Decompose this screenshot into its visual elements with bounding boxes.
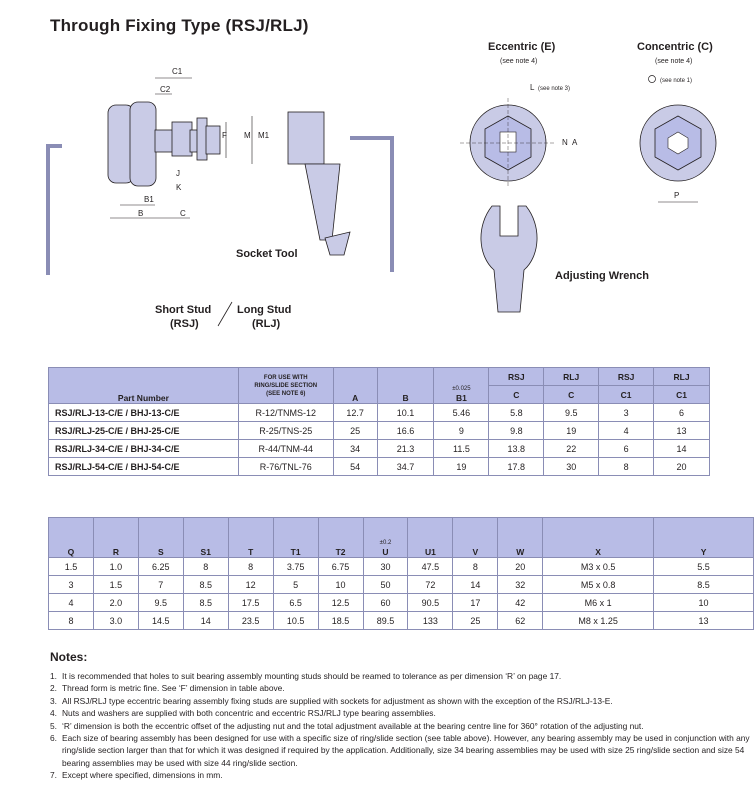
note-text: All RSJ/RLJ type eccentric bearing assembly fixing studs are supplied with sockets for adjustment as shown with the exception of the RSJ/RLJ-13-E. [62,695,613,706]
cell-c1-rsj: 3 [599,404,654,422]
dim-a: A [572,138,578,147]
cell-ring: R-12/TNMS-12 [238,404,333,422]
header-rlj-c: RLJ [544,368,599,386]
cell-b: 21.3 [377,440,434,458]
header-for-use: FOR USE WITH RING/SLIDE SECTION (SEE NOTE 6) [238,368,333,404]
note-item [50,769,750,781]
cell-u: 30 [363,558,408,576]
cell-u: 89.5 [363,612,408,630]
cell-u1: 133 [408,612,453,630]
dim-b: B [138,209,144,218]
technical-drawing [0,30,756,350]
cell-b: 10.1 [377,404,434,422]
cell-c1-rsj: 4 [599,422,654,440]
cell-s: 7 [138,576,183,594]
cell-s1: 14 [183,612,228,630]
note-text: Each size of bearing assembly has been designed for use with a specific size of ring/slide section (see table above). However, any bearing assembly may be used in conjunction with any ring/slide section larger than that for which it was designed if required by the application. Additionally, size 34 bearing assemblies may be used with size 25 ring/slide section and size 54 bearing assemblies may be used with size 44 ring/slide section. [62,733,750,768]
dim-c: C [180,209,186,218]
header-a: A [333,368,377,404]
hex-key-left-icon [48,146,62,275]
cell-u: 60 [363,594,408,612]
cell-c1-rlj: 20 [654,458,710,476]
cell-u1: 47.5 [408,558,453,576]
note-text: Thread form is metric fine. See ‘F’ dimension in table above. [62,683,285,694]
cell-ring: R-25/TNS-25 [238,422,333,440]
header-c-rsj: C [489,386,544,404]
cell-t1: 10.5 [273,612,318,630]
note-number: 7. [50,770,57,781]
dim-m1: M1 [258,131,270,140]
cell-x: M6 x 1 [543,594,654,612]
header-t: T [228,518,273,558]
cell-w: 20 [498,558,543,576]
socket-tool-icon [288,112,350,255]
cell-t1: 5 [273,576,318,594]
cell-t1: 6.5 [273,594,318,612]
hex-key-right-icon [350,138,392,272]
dim-b1: B1 [144,195,154,204]
divider-slash [218,302,232,326]
cell-q: 1.5 [49,558,94,576]
cell-c1-rlj: 13 [654,422,710,440]
note-text: ‘R’ dimension is both the eccentric offset of the adjusting nut and the total adjustment available at the bearing centre line for 360° rotation of the adjusting nut. [62,720,644,731]
cell-b: 16.6 [377,422,434,440]
cell-a: 54 [333,458,377,476]
cell-c-rsj: 9.8 [489,422,544,440]
cell-y: 10 [654,594,754,612]
eccentric-nut-icon [460,98,556,188]
header-y: Y [654,518,754,558]
cell-t2: 6.75 [318,558,363,576]
header-t2: T2 [318,518,363,558]
cell-ring: R-76/TNL-76 [238,458,333,476]
header-rsj-c1: RSJ [599,368,654,386]
table-row [49,594,754,612]
long-stud-label: Long Stud [237,304,292,316]
table-row [49,440,710,458]
header-b: B [377,368,434,404]
table-row [49,558,754,576]
socket-tool-label: Socket Tool [236,248,298,260]
concentric-nut-icon [640,105,716,181]
cell-b1: 5.46 [434,404,489,422]
table-row [49,422,710,440]
header-c1-rlj: C1 [654,386,710,404]
note-number: 2. [50,683,57,694]
cell-t1: 3.75 [273,558,318,576]
header-part-number: Part Number [49,368,239,404]
cell-a: 12.7 [333,404,377,422]
dim-c2: C2 [160,85,171,94]
bearing-assembly-icon [108,102,220,186]
cell-c-rsj: 13.8 [489,440,544,458]
cell-y: 5.5 [654,558,754,576]
cell-v: 25 [453,612,498,630]
cell-v: 14 [453,576,498,594]
cell-y: 8.5 [654,576,754,594]
table-row [49,612,754,630]
cell-u: 50 [363,576,408,594]
cell-t: 8 [228,558,273,576]
notes-list [50,670,750,782]
o-note: (see note 1) [660,78,693,84]
cell-b: 34.7 [377,458,434,476]
cell-b1: 9 [434,422,489,440]
dim-c1: C1 [172,67,183,76]
cell-u1: 90.5 [408,594,453,612]
note-item [50,707,750,719]
adjusting-wrench-icon [481,206,537,312]
cell-t2: 12.5 [318,594,363,612]
note-item [50,720,750,732]
short-stud-label: Short Stud [155,304,212,316]
part-number-table [48,367,710,476]
cell-s1: 8.5 [183,594,228,612]
note-text: Nuts and washers are supplied with both concentric and eccentric RSJ/RLJ type bearing assemblies. [62,708,436,719]
drawing-svg [0,30,756,350]
table-row [49,576,754,594]
cell-s1: 8 [183,558,228,576]
dim-k: K [176,183,182,192]
cell-c-rlj: 30 [544,458,599,476]
cell-w: 32 [498,576,543,594]
note-number: 5. [50,720,57,731]
cell-c-rlj: 9.5 [544,404,599,422]
note-number: 1. [50,671,57,681]
dim-l: L [530,83,535,92]
header-b1: ±0.025 B1 [434,368,489,404]
cell-s: 9.5 [138,594,183,612]
cell-v: 17 [453,594,498,612]
cell-b1: 11.5 [434,440,489,458]
cell-t: 23.5 [228,612,273,630]
cell-part: RSJ/RLJ-54-C/E / BHJ-54-C/E [49,458,239,476]
cell-c-rsj: 17.8 [489,458,544,476]
cell-c-rsj: 5.8 [489,404,544,422]
header-c1-rsj: C1 [599,386,654,404]
note-item [50,732,750,769]
cell-u1: 72 [408,576,453,594]
l-note: (see note 3) [538,86,571,92]
cell-v: 8 [453,558,498,576]
notes-title: Notes: [50,650,88,664]
header-s: S [138,518,183,558]
cell-c1-rsj: 8 [599,458,654,476]
cell-r: 1.5 [93,576,138,594]
dim-m: M [244,131,251,140]
concentric-title: Concentric (C) [637,41,713,53]
cell-c-rlj: 22 [544,440,599,458]
header-c-rlj: C [544,386,599,404]
cell-t2: 10 [318,576,363,594]
cell-w: 62 [498,612,543,630]
cell-r: 2.0 [93,594,138,612]
cell-w: 42 [498,594,543,612]
cell-q: 4 [49,594,94,612]
cell-t: 17.5 [228,594,273,612]
cell-c1-rsj: 6 [599,440,654,458]
header-w: W [498,518,543,558]
note-text: It is recommended that holes to suit bearing assembly mounting studs should be reamed to tolerance as per dimension ‘R’ on page 17. [62,671,562,681]
header-t1: T1 [273,518,318,558]
page-title: Through Fixing Type (RSJ/RLJ) [50,16,309,35]
cell-c-rlj: 19 [544,422,599,440]
cell-y: 13 [654,612,754,630]
header-u: ±0.2 U [363,518,408,558]
cell-part: RSJ/RLJ-34-C/E / BHJ-34-C/E [49,440,239,458]
header-rsj-c: RSJ [489,368,544,386]
table-row [49,458,710,476]
eccentric-title: Eccentric (E) [488,41,556,53]
cell-s1: 8.5 [183,576,228,594]
cell-x: M3 x 0.5 [543,558,654,576]
cell-r: 3.0 [93,612,138,630]
cell-t: 12 [228,576,273,594]
note-number: 3. [50,695,57,706]
header-rlj-c1: RLJ [654,368,710,386]
cell-ring: R-44/TNM-44 [238,440,333,458]
dim-n: N [562,138,568,147]
cell-c1-rlj: 6 [654,404,710,422]
dim-p: P [674,191,680,200]
dim-j: J [176,169,180,178]
long-stud-code: (RLJ) [252,318,281,330]
header-x: X [543,518,654,558]
cell-r: 1.0 [93,558,138,576]
o-circle-icon [649,76,656,83]
header-v: V [453,518,498,558]
cell-t2: 18.5 [318,612,363,630]
cell-s: 14.5 [138,612,183,630]
cell-s: 6.25 [138,558,183,576]
concentric-note: (see note 4) [655,58,693,65]
eccentric-note: (see note 4) [500,58,538,65]
note-item [50,695,750,707]
dimension-table [48,517,754,630]
short-stud-code: (RSJ) [170,318,199,330]
cell-a: 34 [333,440,377,458]
note-number: 4. [50,708,57,719]
note-item [50,670,750,682]
header-q: Q [49,518,94,558]
cell-x: M8 x 1.25 [543,612,654,630]
cell-c1-rlj: 14 [654,440,710,458]
note-item [50,682,750,694]
cell-a: 25 [333,422,377,440]
table-row [49,404,710,422]
cell-q: 3 [49,576,94,594]
dim-f: F [222,131,227,140]
cell-b1: 19 [434,458,489,476]
header-s1: S1 [183,518,228,558]
header-r: R [93,518,138,558]
header-u1: U1 [408,518,453,558]
adjusting-wrench-label: Adjusting Wrench [555,270,649,282]
note-number: 6. [50,733,57,744]
cell-q: 8 [49,612,94,630]
note-text: Except where specified, dimensions in mm. [62,770,223,781]
cell-part: RSJ/RLJ-25-C/E / BHJ-25-C/E [49,422,239,440]
cell-part: RSJ/RLJ-13-C/E / BHJ-13-C/E [49,404,239,422]
cell-x: M5 x 0.8 [543,576,654,594]
